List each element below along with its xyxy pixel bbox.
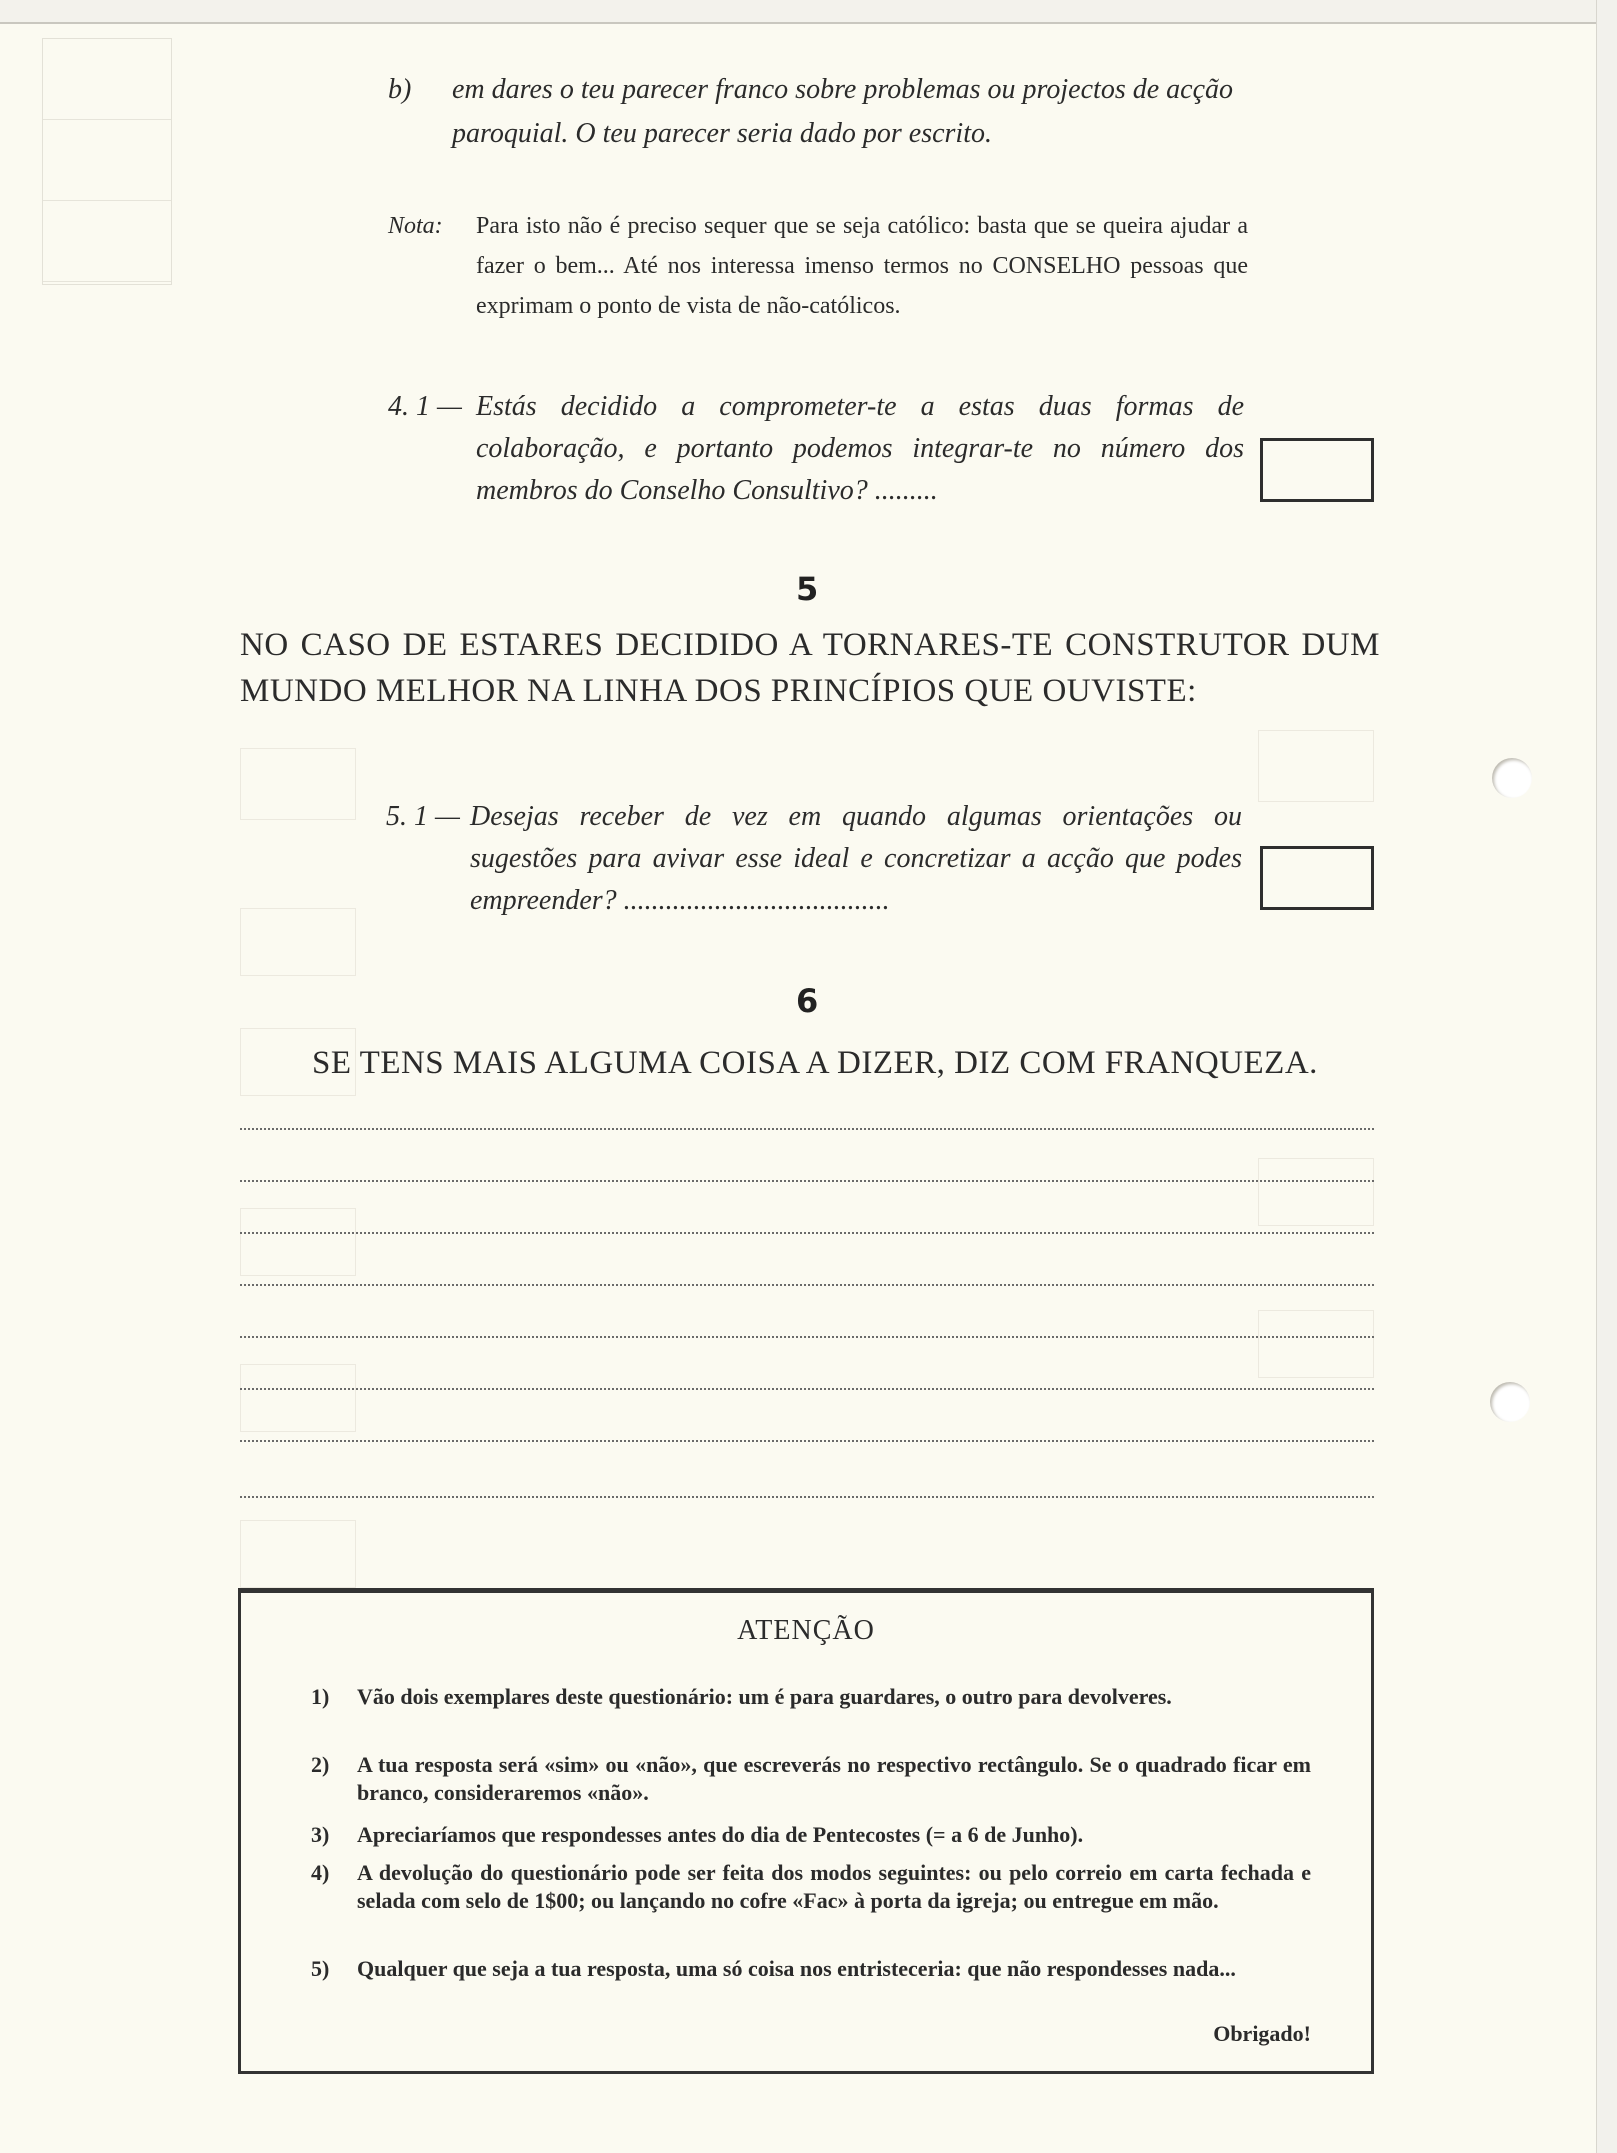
show-through-box xyxy=(1258,1310,1374,1378)
thanks-text: Obrigado! xyxy=(1213,2021,1311,2046)
show-through-box xyxy=(240,1520,356,1588)
question-5-1 xyxy=(386,796,1242,922)
attention-item xyxy=(311,1683,1311,1711)
note-text: Para isto não é preciso sequer que se seja católico: basta que se queira ajudar a fazer o bem... Até nos interessa imenso termos no CONSELHO pessoas que exprimam o ponto de vista de não-católicos. xyxy=(476,213,1248,319)
question-4-1-number: 4. 1 — xyxy=(388,391,462,422)
writing-line[interactable] xyxy=(240,1232,1374,1234)
attention-item-text: Qualquer que seja a tua resposta, uma só coisa nos entristeceria: que não respondesses nada... xyxy=(357,1956,1236,1981)
attention-item-text: Apreciaríamos que respondesses antes do dia de Pentecostes (= a 6 de Junho). xyxy=(357,1822,1084,1847)
show-through-box xyxy=(240,908,356,976)
section-5-heading: NO CASO DE ESTARES DECIDIDO A TORNARES-TE CONSTRUTOR DUM MUNDO MELHOR NA LINHA DOS PRINCÍPIOS QUE OUVISTE: xyxy=(240,627,1380,709)
attention-item xyxy=(311,1821,1311,1849)
paper-top-edge xyxy=(0,0,1617,24)
question-5-1-text: Desejas receber de vez em quando algumas orientações ou sugestões para avivar esse ideal e concretizar a acção que podes empreender? ...................................... xyxy=(470,801,1242,916)
section-6-number: 6 xyxy=(796,982,819,1020)
paper-right-edge xyxy=(1596,0,1617,2153)
note-block xyxy=(388,206,1248,326)
question-4-1 xyxy=(388,386,1244,512)
question-5-1-number: 5. 1 — xyxy=(386,801,460,832)
punch-hole xyxy=(1490,1382,1530,1422)
attention-item-number: 1) xyxy=(311,1684,330,1709)
attention-item xyxy=(311,1859,1311,1915)
item-b xyxy=(388,68,1248,156)
writing-line[interactable] xyxy=(240,1284,1374,1286)
show-through-box xyxy=(240,1364,356,1432)
show-through-box xyxy=(240,1208,356,1276)
punch-hole xyxy=(1492,758,1532,798)
attention-item-text: A tua resposta será «sim» ou «não», que escreverás no respectivo rectângulo. Se o quadrado ficar em branco, consideraremos «não». xyxy=(357,1752,1311,1805)
show-through-box xyxy=(1258,1158,1374,1226)
attention-item-number: 4) xyxy=(311,1860,330,1885)
attention-item-number: 2) xyxy=(311,1752,330,1777)
writing-line[interactable] xyxy=(240,1440,1374,1442)
writing-line[interactable] xyxy=(240,1496,1374,1498)
answer-box-5-1[interactable] xyxy=(1260,846,1374,910)
note-label: Nota: xyxy=(388,213,443,239)
margin-box xyxy=(43,201,171,282)
writing-line[interactable] xyxy=(240,1388,1374,1390)
margin-box xyxy=(43,120,171,201)
attention-item-number: 3) xyxy=(311,1822,330,1847)
attention-item xyxy=(311,1955,1311,1983)
attention-title: ATENÇÃO xyxy=(737,1615,875,1646)
attention-item-text: Vão dois exemplares deste questionário: um é para guardares, o outro para devolveres. xyxy=(357,1684,1172,1709)
attention-item-text: A devolução do questionário pode ser feita dos modos seguintes: ou pelo correio em carta fechada e selada com selo de 1$00; ou lançando no cofre «Fac» à porta da igreja; ou entregue em mão. xyxy=(357,1860,1311,1913)
margin-box xyxy=(43,39,171,120)
attention-item-number: 5) xyxy=(311,1956,330,1981)
answer-box-4-1[interactable] xyxy=(1260,438,1374,502)
question-4-1-text: Estás decidido a comprometer-te a estas duas formas de colaboração, e portanto podemos integrar-te no número dos membros do Conselho Consultivo? ......... xyxy=(476,391,1244,506)
show-through-box xyxy=(1258,730,1374,802)
writing-line[interactable] xyxy=(240,1336,1374,1338)
writing-line[interactable] xyxy=(240,1180,1374,1182)
writing-line[interactable] xyxy=(240,1128,1374,1130)
attention-box xyxy=(238,1588,1374,2074)
attention-item xyxy=(311,1751,1311,1807)
show-through-box xyxy=(240,748,356,820)
item-b-text: em dares o teu parecer franco sobre problemas ou projectos de acção paroquial. O teu parecer seria dado por escrito. xyxy=(452,74,1233,149)
section-5-number: 5 xyxy=(796,570,819,608)
section-6-heading: SE TENS MAIS ALGUMA COISA A DIZER, DIZ COM FRANQUEZA. xyxy=(312,1045,1318,1081)
item-b-label: b) xyxy=(388,74,412,105)
left-margin-boxes xyxy=(42,38,172,285)
